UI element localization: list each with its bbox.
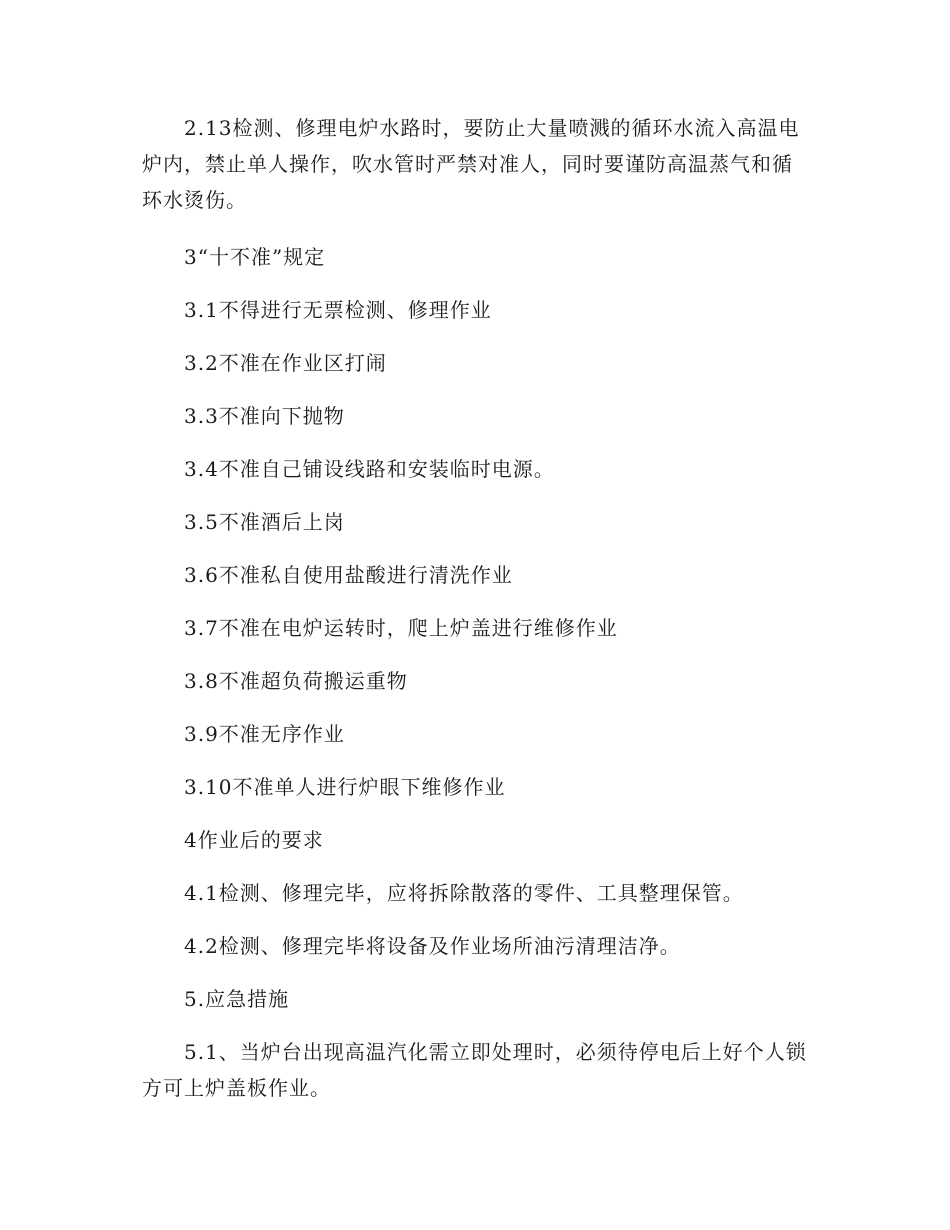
paragraph-3-5: 3.5不准酒后上岗 (184, 510, 345, 534)
paragraph-3-3: 3.3不准向下抛物 (184, 404, 345, 428)
paragraph-4-1: 4.1检测、修理完毕，应将拆除散落的零件、工具整理保管。 (184, 881, 744, 905)
paragraph-3-1: 3.1不得进行无票检测、修理作业 (184, 298, 492, 322)
heading-section-5: 5.应急措施 (184, 987, 290, 1011)
paragraph-3-10: 3.10不准单人进行炉眼下维修作业 (184, 775, 506, 799)
paragraph-3-4: 3.4不准自己铺设线路和安装临时电源。 (184, 457, 555, 481)
heading-section-3: 3“十不准”规定 (184, 245, 326, 269)
paragraph-5-1: 5.1、当炉台出现高温汽化需立即处理时，必须待停电后上好个人锁方可上炉盖板作业。 (142, 1040, 807, 1100)
document-body (142, 110, 810, 1127)
paragraph-4-2: 4.2检测、修理完毕将设备及作业场所油污清理洁净。 (184, 934, 681, 958)
paragraph-3-2: 3.2不准在作业区打闹 (184, 351, 387, 375)
paragraph-3-8: 3.8不准超负荷搬运重物 (184, 669, 408, 693)
paragraph-2-13: 2.13检测、修理电炉水路时，要防止大量喷溅的循环水流入高温电炉内，禁止单人操作，吹水管时严禁对准人，同时要谨防高温蒸气和循环水烫伤。 (142, 116, 800, 212)
paragraph-3-9: 3.9不准无序作业 (184, 722, 345, 746)
paragraph-3-6: 3.6不准私自使用盐酸进行清洗作业 (184, 563, 513, 587)
heading-section-4: 4作业后的要求 (184, 828, 324, 852)
paragraph-3-7: 3.7不准在电炉运转时，爬上炉盖进行维修作业 (184, 616, 618, 640)
